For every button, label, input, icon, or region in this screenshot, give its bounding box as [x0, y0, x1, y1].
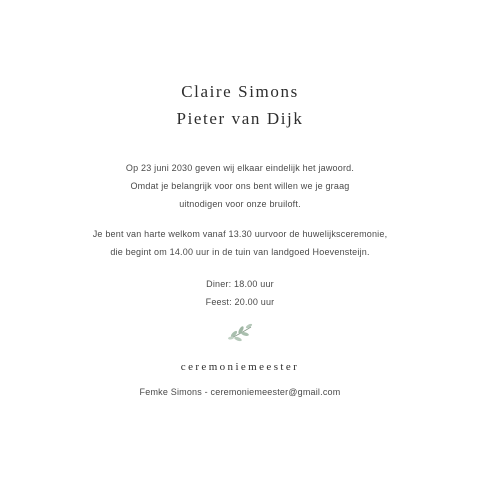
ceremony-master-contact: Femke Simons - ceremoniemeester@gmail.com [139, 387, 341, 397]
intro-line: Op 23 juni 2030 geven wij elkaar eindelijk het jawoord. [125, 163, 355, 173]
dinner-time: Diner: 18.00 uur [206, 279, 274, 289]
couple-names [0, 78, 480, 132]
bride-name: Claire Simons [181, 82, 299, 101]
welcome-line: die begint om 14.00 uur in de tuin van landgoed Hoevensteijn. [110, 247, 370, 257]
intro-line: Omdat je belangrijk voor ons bent willen we je graag [130, 181, 350, 191]
schedule [0, 275, 480, 311]
intro-paragraph [0, 159, 480, 213]
leaf [234, 336, 243, 342]
party-time: Feest: 20.00 uur [205, 297, 275, 307]
groom-name: Pieter van Dijk [176, 109, 304, 128]
intro-line: uitnodigen voor onze bruiloft. [179, 199, 301, 209]
section-heading-ceremony-master: ceremoniemeester [180, 361, 300, 373]
leaf-sprig-icon [225, 322, 255, 344]
welcome-line: Je bent van harte welkom vanaf 13.30 uurvoor de huwelijksceremonie, [92, 229, 388, 239]
welcome-paragraph [0, 225, 480, 261]
